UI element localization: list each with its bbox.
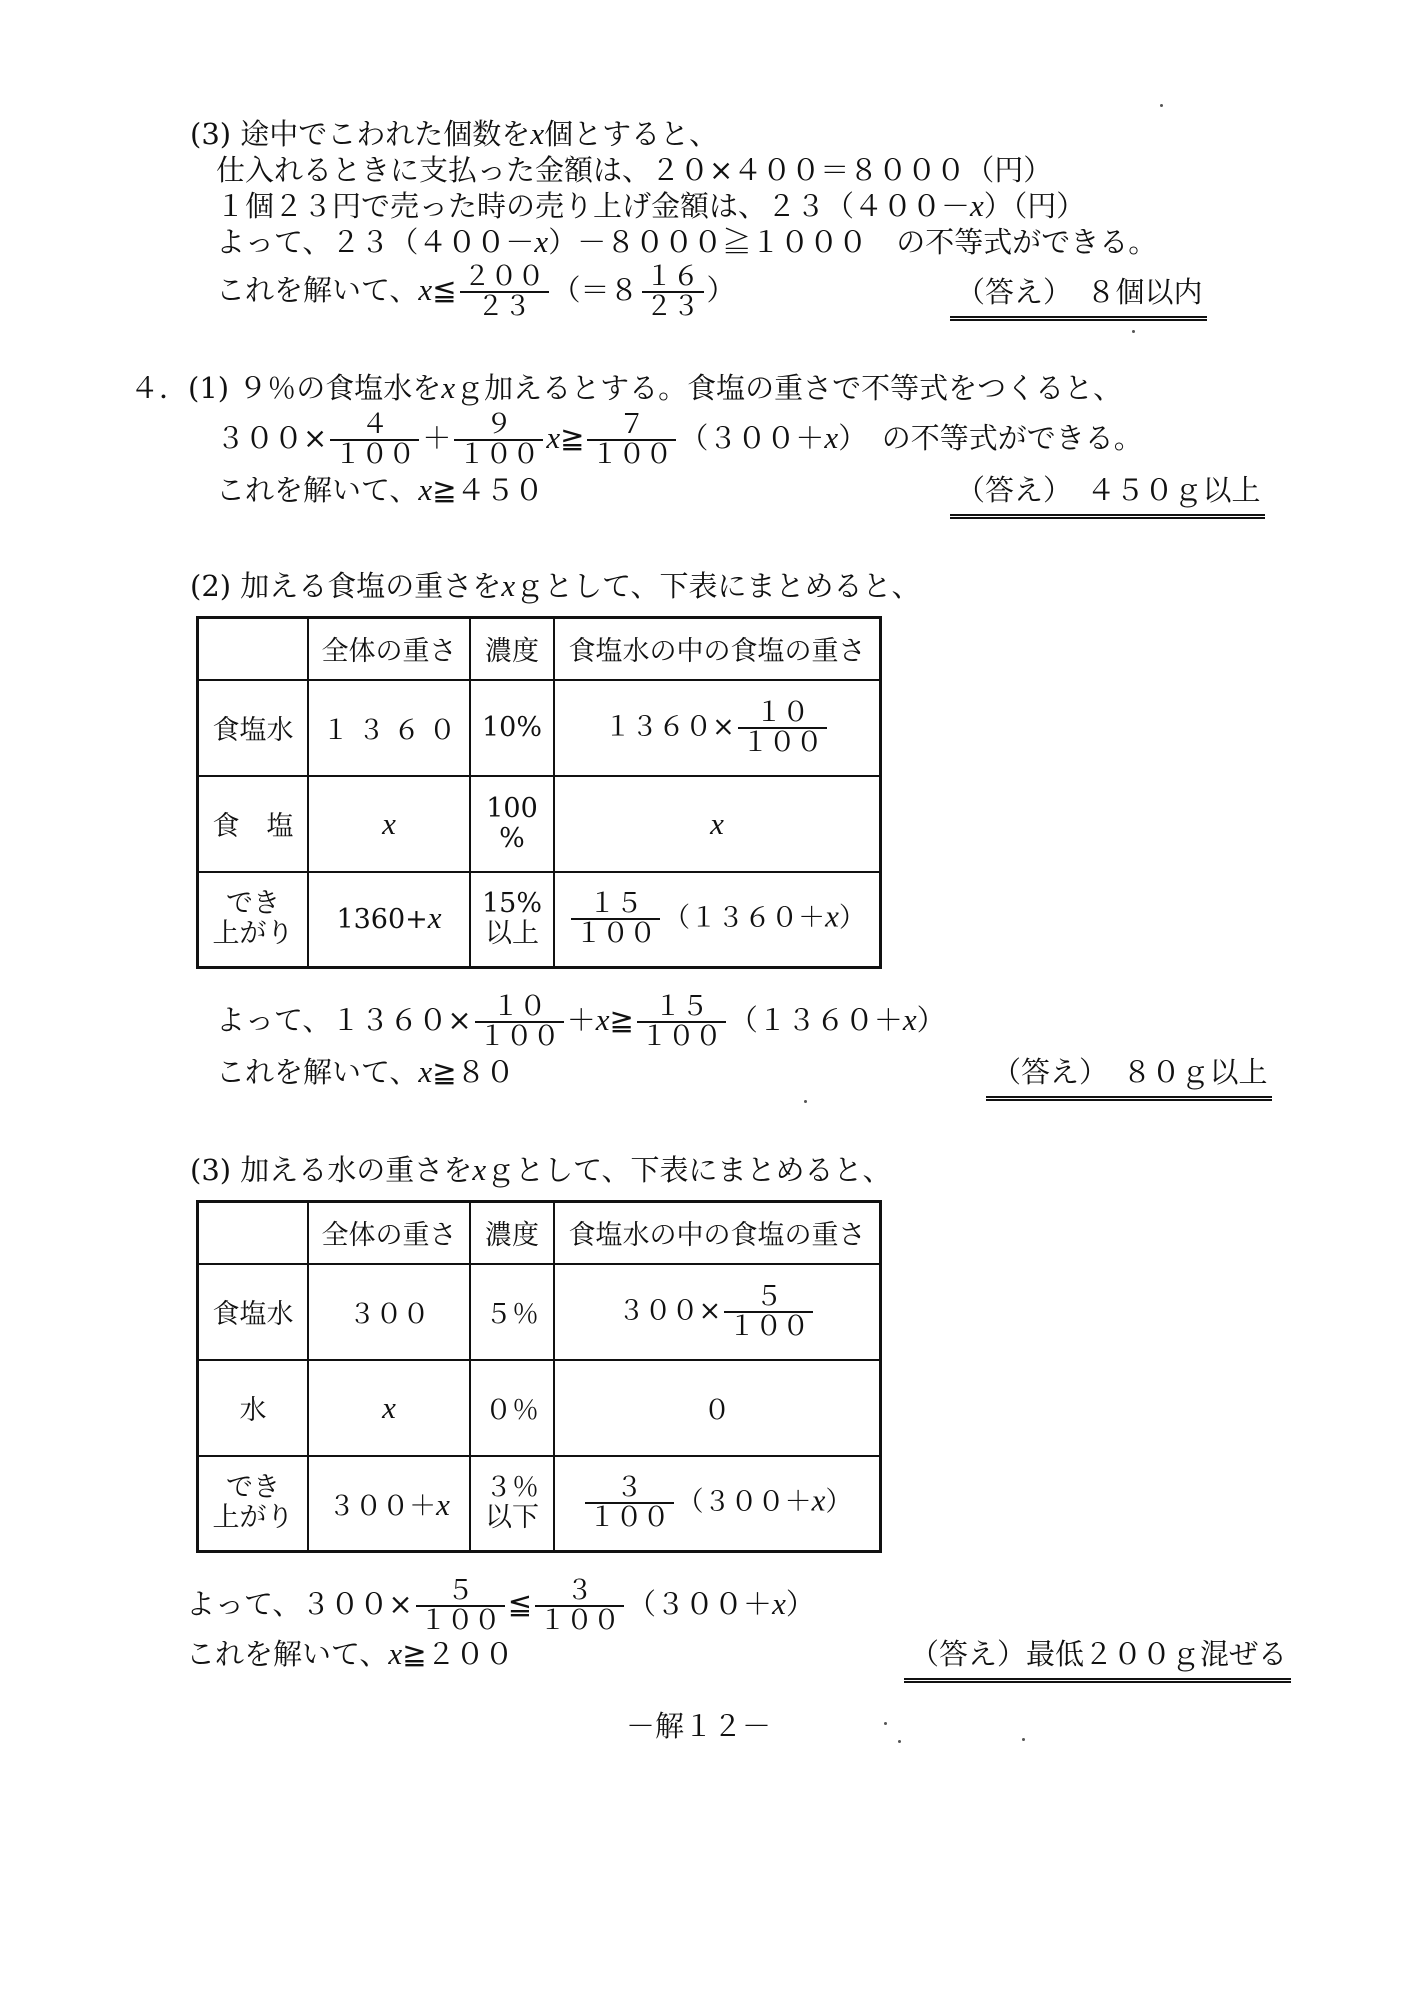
- answer-q4-2: （答え） ８０ｇ以上: [986, 1052, 1272, 1101]
- q4-3-intro: [190, 1150, 892, 1190]
- q4-1-line-1: [130, 368, 1122, 408]
- denominator: ２３: [477, 291, 531, 322]
- text: %: [499, 822, 525, 854]
- fraction: [738, 696, 827, 758]
- fraction: [637, 993, 726, 1051]
- table-row: [198, 872, 881, 968]
- denominator: １００: [539, 1605, 621, 1636]
- variable-x: x: [388, 1636, 403, 1671]
- text: ）: [916, 1003, 946, 1037]
- text: ４．(1) ９％の食塩水を: [130, 371, 442, 405]
- table-row: [198, 1264, 881, 1360]
- cell-concentration: [470, 776, 554, 872]
- cell-concentration: ５％: [470, 1264, 554, 1360]
- variable-x: x: [710, 805, 724, 841]
- text: ）: [825, 1486, 853, 1518]
- numerator: １０: [738, 699, 827, 729]
- plus-sign: ＋: [422, 421, 452, 455]
- table-header-row: [198, 618, 881, 680]
- text: ３００×: [617, 1295, 722, 1326]
- header-cell: 食塩水の中の食塩の重さ: [554, 1202, 881, 1264]
- text: 個とすると、: [544, 117, 719, 151]
- scan-speck: [898, 1740, 901, 1743]
- text: これを解いて、: [216, 273, 419, 307]
- plus-sign: ＋: [566, 1003, 596, 1037]
- variable-x: x: [970, 188, 984, 223]
- cell-salt: [554, 1264, 881, 1360]
- variable-x: x: [382, 1389, 396, 1425]
- variable-x: x: [825, 898, 839, 934]
- q4-2-inequality: [216, 990, 946, 1051]
- numerator: ５: [724, 1283, 813, 1313]
- numerator: １０: [475, 993, 564, 1023]
- row-label: 食 塩: [198, 776, 309, 872]
- header-cell: 全体の重さ: [308, 618, 470, 680]
- q3-solution: [216, 260, 736, 321]
- variable-x: x: [824, 420, 839, 455]
- cell-salt: [554, 776, 881, 872]
- variable-x: x: [595, 1002, 610, 1037]
- variable-x: x: [811, 1482, 826, 1518]
- table-q4-2: [196, 616, 882, 969]
- mixed-fraction: [642, 263, 704, 321]
- q4-1-inequality: [216, 408, 1143, 469]
- header-cell: [198, 618, 309, 680]
- denominator: １００: [419, 1605, 501, 1636]
- text: 1360+: [336, 904, 428, 936]
- fraction: [571, 890, 660, 948]
- text: (3) 加える水の重さを: [190, 1153, 473, 1187]
- numerator: １５: [637, 993, 726, 1023]
- fraction: [454, 411, 543, 469]
- variable-x: x: [472, 1152, 487, 1187]
- text: 以下: [485, 1502, 539, 1534]
- text: ）（円）: [983, 189, 1086, 223]
- numerator: ９: [454, 411, 543, 441]
- stacked-text: [486, 794, 538, 854]
- text: ｇとして、下表にまとめると、: [515, 569, 921, 603]
- text: 上がり: [212, 1502, 294, 1534]
- stacked-text: [485, 1473, 539, 1533]
- q3-line-4: [216, 222, 1157, 262]
- q3-line-2: 仕入れるときに支払った金額は、２０×４００＝８０００（円）: [216, 153, 1053, 187]
- text: （１３６０＋: [728, 1003, 903, 1037]
- denominator: １００: [728, 1310, 810, 1342]
- geq-sign: ≧: [609, 1003, 634, 1037]
- header-cell: 濃度: [470, 1202, 554, 1264]
- text: ｇ加えるとする。食塩の重さで不等式をつくると、: [455, 371, 1123, 405]
- text: （３００＋: [627, 1587, 773, 1621]
- variable-x: x: [436, 1486, 450, 1522]
- text: （３００＋: [676, 1486, 812, 1518]
- text: これを解いて、: [186, 1637, 389, 1671]
- text: これを解いて、: [216, 473, 419, 507]
- q4-3-inequality: [186, 1574, 815, 1635]
- q4-1-solution: [216, 470, 544, 510]
- row-label: [198, 1456, 309, 1552]
- text: ）: [838, 902, 866, 934]
- table-row: [198, 680, 881, 776]
- cell-concentration: [470, 1456, 554, 1552]
- stacked-text: [213, 1473, 294, 1533]
- text: (3) 途中でこわれた個数を: [190, 117, 531, 151]
- header-cell: [198, 1202, 309, 1264]
- text: ≧２００: [402, 1637, 514, 1671]
- cell-weight: [308, 1360, 470, 1456]
- numerator: ３: [535, 1577, 624, 1607]
- header-cell: 食塩水の中の食塩の重さ: [554, 618, 881, 680]
- cell-concentration: 10%: [470, 680, 554, 776]
- table-q4-3: [196, 1200, 882, 1553]
- cell-salt: [554, 872, 881, 968]
- variable-x: x: [427, 900, 442, 936]
- cell-weight: [308, 1456, 470, 1552]
- stacked-text: [482, 889, 542, 949]
- denominator: １００: [575, 918, 657, 950]
- text: ）: [785, 1587, 815, 1621]
- denominator: １００: [741, 726, 823, 758]
- text: １個２３円で売った時の売り上げ金額は、２３（４００－: [216, 189, 971, 223]
- variable-x: x: [418, 472, 433, 507]
- q3-line-1: [190, 114, 718, 154]
- text: （３００＋: [679, 421, 825, 455]
- denominator: １００: [591, 439, 673, 470]
- text: 15%: [481, 888, 542, 920]
- numerator: ７: [587, 411, 676, 441]
- text: ） の不等式ができる。: [838, 421, 1143, 455]
- text: よって、３００×: [186, 1587, 413, 1621]
- fraction: [330, 411, 419, 469]
- cell-weight: １ ３ ６ ０: [308, 680, 470, 776]
- variable-x: x: [534, 224, 549, 259]
- text: （１３６０＋: [663, 902, 826, 934]
- variable-x: x: [772, 1586, 786, 1621]
- geq-sign: ≧: [560, 421, 585, 455]
- variable-x: x: [441, 370, 456, 405]
- scan-speck: [1022, 1738, 1025, 1741]
- cell-salt: ０: [554, 1360, 881, 1456]
- numerator: １６: [642, 263, 704, 293]
- fraction: [535, 1577, 624, 1635]
- variable-x: x: [501, 568, 516, 603]
- table-row: [198, 1360, 881, 1456]
- row-label: 食塩水: [198, 680, 309, 776]
- text: ３００＋: [328, 1490, 437, 1522]
- text: ｇとして、下表にまとめると、: [486, 1153, 892, 1187]
- fraction: [475, 993, 564, 1051]
- denominator: １００: [640, 1021, 722, 1052]
- denominator: １００: [588, 1502, 670, 1534]
- row-label: [198, 872, 309, 968]
- text: ）: [706, 273, 736, 307]
- answer-q4-3: （答え）最低２００ｇ混ぜる: [904, 1634, 1291, 1683]
- q4-3-solution: [186, 1634, 514, 1674]
- table-row: [198, 776, 881, 872]
- numerator: １５: [571, 890, 660, 920]
- text: ≧８０: [432, 1055, 515, 1089]
- table-row: [198, 1456, 881, 1552]
- leq-sign: ≦: [507, 1587, 533, 1621]
- cell-salt: [554, 1456, 881, 1552]
- text: よって、１３６０×: [216, 1003, 472, 1037]
- scan-speck: [1132, 330, 1135, 333]
- text: ≧４５０: [432, 473, 544, 507]
- text: でき: [226, 888, 280, 920]
- text: 以上: [484, 918, 539, 950]
- row-label: 水: [198, 1360, 309, 1456]
- text: ）－８０００≧１０００ の不等式ができる。: [548, 225, 1158, 259]
- scan-speck: [884, 1722, 887, 1725]
- row-label: 食塩水: [198, 1264, 309, 1360]
- numerator: ５: [416, 1577, 505, 1607]
- variable-x: x: [382, 805, 396, 841]
- answer-q4-1: （答え） ４５０ｇ以上: [950, 470, 1265, 519]
- answer-q3: （答え） ８個以内: [950, 272, 1207, 321]
- text: １３６０×: [604, 711, 735, 742]
- variable-x: x: [418, 272, 433, 307]
- numerator: ２００: [460, 263, 549, 293]
- denominator: １００: [458, 439, 540, 470]
- text: でき: [226, 1472, 280, 1504]
- text: 100: [486, 792, 538, 824]
- q4-2-intro: [190, 566, 921, 606]
- fraction: [724, 1280, 813, 1342]
- fraction: [587, 411, 676, 469]
- text: 上がり: [212, 918, 294, 950]
- page-number: －解１２－: [626, 1709, 772, 1743]
- header-cell: 全体の重さ: [308, 1202, 470, 1264]
- variable-x: x: [418, 1054, 433, 1089]
- numerator: ４: [330, 411, 419, 441]
- table-header-row: [198, 1202, 881, 1264]
- fraction: [460, 263, 549, 321]
- numerator: ３: [585, 1474, 674, 1504]
- denominator: １００: [478, 1021, 560, 1052]
- q3-line-3: [216, 186, 1085, 226]
- cell-concentration: [470, 872, 554, 968]
- text: ３％: [485, 1472, 539, 1504]
- text: （＝８: [551, 273, 639, 307]
- fraction: [585, 1474, 674, 1532]
- cell-salt: [554, 680, 881, 776]
- text: これを解いて、: [216, 1055, 419, 1089]
- fraction: [416, 1577, 505, 1635]
- variable-x: x: [902, 1002, 917, 1037]
- stacked-text: [213, 889, 294, 949]
- variable-x: x: [530, 116, 545, 151]
- variable-x: x: [546, 420, 561, 455]
- scan-speck: [804, 1100, 807, 1103]
- header-cell: 濃度: [470, 618, 554, 680]
- scan-speck: [1160, 104, 1163, 107]
- cell-concentration: ０％: [470, 1360, 554, 1456]
- leq-sign: ≦: [432, 273, 457, 307]
- denominator: １００: [334, 439, 416, 470]
- cell-weight: [308, 776, 470, 872]
- text: よって、２３（４００－: [216, 225, 535, 259]
- q4-2-solution: [216, 1052, 515, 1092]
- text: ３００×: [216, 421, 328, 455]
- cell-weight: [308, 872, 470, 968]
- text: (2) 加える食塩の重さを: [190, 569, 502, 603]
- cell-weight: ３００: [308, 1264, 470, 1360]
- denominator: ２３: [645, 291, 700, 322]
